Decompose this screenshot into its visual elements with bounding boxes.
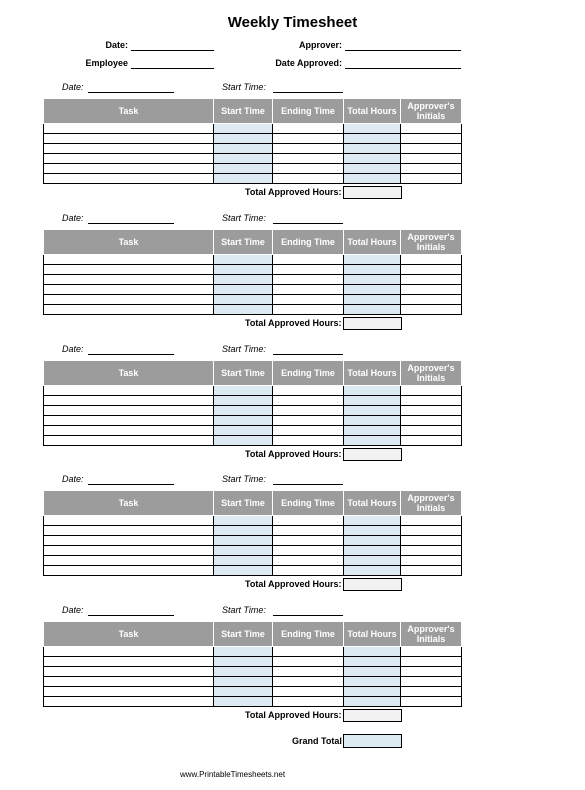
start-time-cell[interactable] — [214, 144, 273, 154]
total-hours-cell[interactable] — [344, 677, 401, 687]
start-time-cell[interactable] — [214, 285, 273, 295]
column-header-approvers-initials: Approver's Initials — [401, 230, 462, 255]
start-time-cell[interactable] — [214, 436, 273, 446]
table-row — [44, 255, 462, 265]
grand-total-label: Grand Total — [292, 736, 342, 746]
start-time-cell[interactable] — [214, 265, 273, 275]
total-hours-cell[interactable] — [344, 396, 401, 406]
column-header-total-hours: Total Hours — [344, 361, 401, 386]
block-start-time-label: Start Time: — [222, 82, 266, 92]
ending-time-cell[interactable] — [273, 416, 344, 426]
table-header-row — [44, 491, 462, 516]
ending-time-cell[interactable] — [273, 657, 344, 667]
table-row — [44, 406, 462, 416]
table-row — [44, 154, 462, 164]
ending-time-cell[interactable] — [273, 386, 344, 396]
start-time-cell[interactable] — [214, 305, 273, 315]
approver-initials-cell[interactable] — [401, 265, 462, 275]
block-date-field[interactable] — [88, 223, 174, 224]
task-cell[interactable] — [44, 305, 214, 315]
table-row — [44, 134, 462, 144]
block-date-field[interactable] — [88, 354, 174, 355]
table-header-row — [44, 230, 462, 255]
table-row — [44, 667, 462, 677]
task-cell[interactable] — [44, 566, 214, 576]
task-cell[interactable] — [44, 416, 214, 426]
block-start-time-field[interactable] — [273, 354, 343, 355]
block-date-label: Date: — [62, 605, 84, 615]
table-row — [44, 396, 462, 406]
ending-time-cell[interactable] — [273, 687, 344, 697]
total-hours-cell[interactable] — [344, 556, 401, 566]
ending-time-cell[interactable] — [273, 396, 344, 406]
start-time-cell[interactable] — [214, 697, 273, 707]
block-date-label: Date: — [62, 474, 84, 484]
approver-initials-cell[interactable] — [401, 386, 462, 396]
header-date-label: Date: — [105, 40, 128, 50]
task-cell[interactable] — [44, 677, 214, 687]
ending-time-cell[interactable] — [273, 164, 344, 174]
task-cell[interactable] — [44, 406, 214, 416]
total-approved-hours-box[interactable] — [343, 709, 402, 722]
total-hours-cell[interactable] — [344, 265, 401, 275]
block-start-time-field[interactable] — [273, 615, 343, 616]
block-date-field[interactable] — [88, 92, 174, 93]
block-date-field[interactable] — [88, 615, 174, 616]
table-row — [44, 265, 462, 275]
total-hours-cell[interactable] — [344, 124, 401, 134]
total-approved-hours-label: Total Approved Hours: — [245, 187, 342, 197]
ending-time-cell[interactable] — [273, 647, 344, 657]
header-approver-field[interactable] — [345, 50, 461, 51]
timesheet-block-1 — [0, 82, 585, 207]
column-header-task: Task — [44, 361, 214, 386]
approver-initials-cell[interactable] — [401, 124, 462, 134]
task-cell[interactable] — [44, 154, 214, 164]
task-cell[interactable] — [44, 265, 214, 275]
start-time-cell[interactable] — [214, 667, 273, 677]
start-time-cell[interactable] — [214, 416, 273, 426]
table-row — [44, 677, 462, 687]
column-header-start-time: Start Time — [214, 361, 273, 386]
start-time-cell[interactable] — [214, 164, 273, 174]
table-row — [44, 526, 462, 536]
approver-initials-cell[interactable] — [401, 255, 462, 265]
table-header-row — [44, 99, 462, 124]
ending-time-cell[interactable] — [273, 436, 344, 446]
approver-initials-cell[interactable] — [401, 154, 462, 164]
approver-initials-cell[interactable] — [401, 134, 462, 144]
ending-time-cell[interactable] — [273, 546, 344, 556]
block-date-label: Date: — [62, 344, 84, 354]
column-header-approvers-initials: Approver's Initials — [401, 99, 462, 124]
task-cell[interactable] — [44, 436, 214, 446]
total-hours-cell[interactable] — [344, 667, 401, 677]
start-time-cell[interactable] — [214, 406, 273, 416]
column-header-approvers-initials: Approver's Initials — [401, 491, 462, 516]
total-hours-cell[interactable] — [344, 697, 401, 707]
task-cell[interactable] — [44, 255, 214, 265]
task-cell[interactable] — [44, 134, 214, 144]
ending-time-cell[interactable] — [273, 426, 344, 436]
timesheet-block-3 — [0, 344, 585, 469]
header-date-field[interactable] — [131, 50, 214, 51]
block-date-label: Date: — [62, 213, 84, 223]
approver-initials-cell[interactable] — [401, 697, 462, 707]
grand-total-box[interactable] — [343, 734, 402, 748]
column-header-start-time: Start Time — [214, 230, 273, 255]
table-row — [44, 556, 462, 566]
start-time-cell[interactable] — [214, 174, 273, 184]
total-hours-cell[interactable] — [344, 436, 401, 446]
column-header-ending-time: Ending Time — [273, 491, 344, 516]
task-cell[interactable] — [44, 556, 214, 566]
task-cell[interactable] — [44, 647, 214, 657]
footer-url: www.PrintableTimesheets.net — [179, 770, 286, 779]
approver-initials-cell[interactable] — [401, 677, 462, 687]
task-cell[interactable] — [44, 295, 214, 305]
approver-initials-cell[interactable] — [401, 687, 462, 697]
timesheet-block-4 — [0, 474, 585, 599]
timesheet-block-2 — [0, 213, 585, 338]
start-time-cell[interactable] — [214, 154, 273, 164]
ending-time-cell[interactable] — [273, 526, 344, 536]
task-cell[interactable] — [44, 164, 214, 174]
approver-initials-cell[interactable] — [401, 174, 462, 184]
column-header-total-hours: Total Hours — [344, 230, 401, 255]
table-row — [44, 144, 462, 154]
start-time-cell[interactable] — [214, 536, 273, 546]
start-time-cell[interactable] — [214, 386, 273, 396]
total-approved-hours-label: Total Approved Hours: — [245, 579, 342, 589]
block-start-time-label: Start Time: — [222, 344, 266, 354]
start-time-cell[interactable] — [214, 566, 273, 576]
start-time-cell[interactable] — [214, 647, 273, 657]
ending-time-cell[interactable] — [273, 144, 344, 154]
task-cell[interactable] — [44, 275, 214, 285]
ending-time-cell[interactable] — [273, 275, 344, 285]
table-row — [44, 164, 462, 174]
ending-time-cell[interactable] — [273, 677, 344, 687]
total-hours-cell[interactable] — [344, 255, 401, 265]
ending-time-cell[interactable] — [273, 265, 344, 275]
table-row — [44, 305, 462, 315]
start-time-cell[interactable] — [214, 295, 273, 305]
task-cell[interactable] — [44, 546, 214, 556]
ending-time-cell[interactable] — [273, 295, 344, 305]
ending-time-cell[interactable] — [273, 667, 344, 677]
timesheet-table — [43, 360, 462, 446]
table-row — [44, 124, 462, 134]
approver-initials-cell[interactable] — [401, 516, 462, 526]
total-approved-hours-label: Total Approved Hours: — [245, 449, 342, 459]
timesheet-block-5 — [0, 605, 585, 730]
table-row — [44, 536, 462, 546]
table-row — [44, 416, 462, 426]
column-header-ending-time: Ending Time — [273, 99, 344, 124]
start-time-cell[interactable] — [214, 556, 273, 566]
total-hours-cell[interactable] — [344, 174, 401, 184]
total-hours-cell[interactable] — [344, 406, 401, 416]
ending-time-cell[interactable] — [273, 255, 344, 265]
approver-initials-cell[interactable] — [401, 305, 462, 315]
block-date-field[interactable] — [88, 484, 174, 485]
column-header-start-time: Start Time — [214, 491, 273, 516]
table-row — [44, 436, 462, 446]
total-hours-cell[interactable] — [344, 566, 401, 576]
ending-time-cell[interactable] — [273, 124, 344, 134]
task-cell[interactable] — [44, 144, 214, 154]
table-row — [44, 174, 462, 184]
task-cell[interactable] — [44, 657, 214, 667]
ending-time-cell[interactable] — [273, 285, 344, 295]
approver-initials-cell[interactable] — [401, 647, 462, 657]
total-hours-cell[interactable] — [344, 516, 401, 526]
task-cell[interactable] — [44, 687, 214, 697]
approver-initials-cell[interactable] — [401, 275, 462, 285]
start-time-cell[interactable] — [214, 275, 273, 285]
total-hours-cell[interactable] — [344, 416, 401, 426]
timesheet-table — [43, 229, 462, 315]
total-hours-cell[interactable] — [344, 164, 401, 174]
ending-time-cell[interactable] — [273, 566, 344, 576]
task-cell[interactable] — [44, 396, 214, 406]
column-header-total-hours: Total Hours — [344, 99, 401, 124]
total-hours-cell[interactable] — [344, 154, 401, 164]
start-time-cell[interactable] — [214, 657, 273, 667]
total-hours-cell[interactable] — [344, 687, 401, 697]
total-approved-hours-box[interactable] — [343, 186, 402, 199]
task-cell[interactable] — [44, 124, 214, 134]
task-cell[interactable] — [44, 516, 214, 526]
start-time-cell[interactable] — [214, 516, 273, 526]
approver-initials-cell[interactable] — [401, 526, 462, 536]
ending-time-cell[interactable] — [273, 516, 344, 526]
approver-initials-cell[interactable] — [401, 556, 462, 566]
header-employee-label: Employee — [85, 58, 128, 68]
total-hours-cell[interactable] — [344, 285, 401, 295]
table-header-row — [44, 361, 462, 386]
column-header-ending-time: Ending Time — [273, 361, 344, 386]
total-hours-cell[interactable] — [344, 305, 401, 315]
task-cell[interactable] — [44, 285, 214, 295]
approver-initials-cell[interactable] — [401, 396, 462, 406]
total-hours-cell[interactable] — [344, 426, 401, 436]
approver-initials-cell[interactable] — [401, 426, 462, 436]
table-row — [44, 566, 462, 576]
approver-initials-cell[interactable] — [401, 667, 462, 677]
ending-time-cell[interactable] — [273, 174, 344, 184]
header-date-approved-field[interactable] — [345, 68, 461, 69]
block-start-time-field[interactable] — [273, 223, 343, 224]
column-header-total-hours: Total Hours — [344, 491, 401, 516]
total-hours-cell[interactable] — [344, 144, 401, 154]
approver-initials-cell[interactable] — [401, 144, 462, 154]
column-header-total-hours: Total Hours — [344, 622, 401, 647]
block-start-time-label: Start Time: — [222, 605, 266, 615]
ending-time-cell[interactable] — [273, 556, 344, 566]
approver-initials-cell[interactable] — [401, 566, 462, 576]
table-row — [44, 295, 462, 305]
table-row — [44, 285, 462, 295]
column-header-task: Task — [44, 491, 214, 516]
total-hours-cell[interactable] — [344, 295, 401, 305]
total-approved-hours-label: Total Approved Hours: — [245, 710, 342, 720]
task-cell[interactable] — [44, 667, 214, 677]
ending-time-cell[interactable] — [273, 536, 344, 546]
block-start-time-label: Start Time: — [222, 474, 266, 484]
block-date-label: Date: — [62, 82, 84, 92]
approver-initials-cell[interactable] — [401, 416, 462, 426]
table-row — [44, 426, 462, 436]
total-approved-hours-box[interactable] — [343, 317, 402, 330]
start-time-cell[interactable] — [214, 546, 273, 556]
table-row — [44, 647, 462, 657]
approver-initials-cell[interactable] — [401, 657, 462, 667]
total-hours-cell[interactable] — [344, 657, 401, 667]
timesheet-table — [43, 621, 462, 707]
column-header-approvers-initials: Approver's Initials — [401, 361, 462, 386]
table-row — [44, 687, 462, 697]
column-header-task: Task — [44, 99, 214, 124]
total-hours-cell[interactable] — [344, 546, 401, 556]
approver-initials-cell[interactable] — [401, 285, 462, 295]
approver-initials-cell[interactable] — [401, 436, 462, 446]
column-header-task: Task — [44, 622, 214, 647]
table-row — [44, 697, 462, 707]
task-cell[interactable] — [44, 426, 214, 436]
table-row — [44, 386, 462, 396]
header-employee-field[interactable] — [131, 68, 214, 69]
approver-initials-cell[interactable] — [401, 546, 462, 556]
start-time-cell[interactable] — [214, 426, 273, 436]
approver-initials-cell[interactable] — [401, 536, 462, 546]
start-time-cell[interactable] — [214, 134, 273, 144]
ending-time-cell[interactable] — [273, 154, 344, 164]
block-start-time-label: Start Time: — [222, 213, 266, 223]
total-hours-cell[interactable] — [344, 386, 401, 396]
block-start-time-field[interactable] — [273, 92, 343, 93]
table-row — [44, 657, 462, 667]
table-row — [44, 546, 462, 556]
task-cell[interactable] — [44, 536, 214, 546]
total-hours-cell[interactable] — [344, 275, 401, 285]
ending-time-cell[interactable] — [273, 305, 344, 315]
task-cell[interactable] — [44, 174, 214, 184]
total-hours-cell[interactable] — [344, 536, 401, 546]
start-time-cell[interactable] — [214, 677, 273, 687]
task-cell[interactable] — [44, 526, 214, 536]
total-approved-hours-box[interactable] — [343, 578, 402, 591]
column-header-task: Task — [44, 230, 214, 255]
start-time-cell[interactable] — [214, 687, 273, 697]
total-approved-hours-box[interactable] — [343, 448, 402, 461]
header-date-approved-label: Date Approved: — [275, 58, 342, 68]
header-approver-label: Approver: — [298, 40, 342, 50]
task-cell[interactable] — [44, 386, 214, 396]
total-hours-cell[interactable] — [344, 134, 401, 144]
timesheet-table — [43, 98, 462, 184]
task-cell[interactable] — [44, 697, 214, 707]
column-header-start-time: Start Time — [214, 99, 273, 124]
table-row — [44, 275, 462, 285]
column-header-start-time: Start Time — [214, 622, 273, 647]
ending-time-cell[interactable] — [273, 406, 344, 416]
column-header-ending-time: Ending Time — [273, 622, 344, 647]
approver-initials-cell[interactable] — [401, 295, 462, 305]
table-row — [44, 516, 462, 526]
block-start-time-field[interactable] — [273, 484, 343, 485]
start-time-cell[interactable] — [214, 255, 273, 265]
start-time-cell[interactable] — [214, 396, 273, 406]
total-hours-cell[interactable] — [344, 647, 401, 657]
start-time-cell[interactable] — [214, 124, 273, 134]
ending-time-cell[interactable] — [273, 697, 344, 707]
timesheet-table — [43, 490, 462, 576]
start-time-cell[interactable] — [214, 526, 273, 536]
table-header-row — [44, 622, 462, 647]
approver-initials-cell[interactable] — [401, 406, 462, 416]
total-approved-hours-label: Total Approved Hours: — [245, 318, 342, 328]
ending-time-cell[interactable] — [273, 134, 344, 144]
column-header-ending-time: Ending Time — [273, 230, 344, 255]
column-header-approvers-initials: Approver's Initials — [401, 622, 462, 647]
approver-initials-cell[interactable] — [401, 164, 462, 174]
page-title: Weekly Timesheet — [227, 14, 358, 31]
total-hours-cell[interactable] — [344, 526, 401, 536]
